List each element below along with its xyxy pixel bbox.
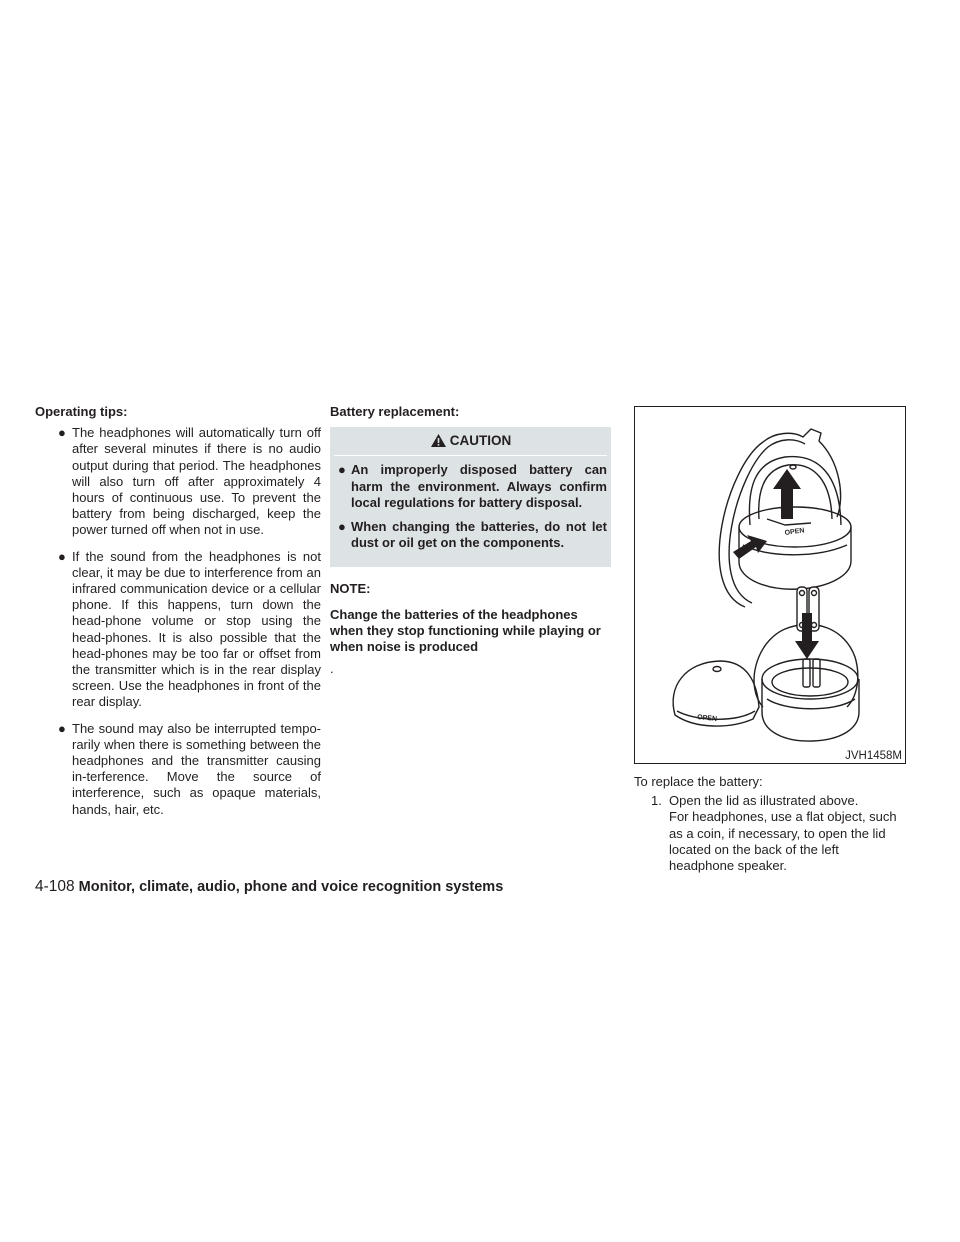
- replace-steps: [634, 793, 906, 874]
- note-text: Change the batteries of the headphones when they stop functioning while playing or when noise is produced: [330, 606, 601, 655]
- warning-triangle-icon: [430, 433, 447, 448]
- step-title: Open the lid as illustrated above.: [669, 793, 859, 809]
- bullet-icon: ●: [58, 720, 66, 736]
- note-title: NOTE:: [330, 581, 371, 597]
- list-item: [35, 721, 321, 818]
- caution-box: [330, 427, 611, 567]
- caution-header: [334, 427, 607, 456]
- lid-open-label-top: OPEN: [784, 527, 805, 537]
- operating-tips-list: [35, 425, 321, 818]
- list-item: [35, 549, 321, 711]
- operating-tip-text: The sound may also be interrupted tempo-rarily when there is something between the headphones and the transmitter causing in-terference. Move the source of interference, such as opaque materials, hands, hair, etc.: [72, 720, 321, 817]
- operating-tips-heading: Operating tips:: [35, 404, 128, 419]
- bullet-icon: ●: [338, 519, 346, 535]
- bullet-icon: ●: [338, 462, 346, 478]
- operating-tips-section: [35, 404, 321, 828]
- trailing-dot: .: [330, 661, 334, 677]
- list-item: [634, 793, 906, 874]
- list-item: [334, 462, 607, 511]
- page-footer: [35, 878, 503, 896]
- battery-replacement-heading: Battery replacement:: [330, 404, 460, 419]
- chapter-title: Monitor, climate, audio, phone and voice recognition systems: [78, 879, 504, 895]
- list-item: [334, 519, 607, 551]
- battery-replacement-figure: [634, 406, 906, 764]
- replace-intro: To replace the battery:: [634, 774, 763, 789]
- step-number: 1.: [651, 793, 662, 809]
- bullet-icon: ●: [58, 548, 66, 564]
- list-item: [35, 425, 321, 538]
- headphone-lid-illustration: [635, 407, 905, 763]
- caution-text: When changing the batteries, do not let dust or oil get on the components.: [351, 519, 607, 551]
- bullet-icon: ●: [58, 425, 66, 441]
- caution-title: CAUTION: [449, 433, 512, 449]
- battery-replacement-section: [330, 404, 611, 677]
- operating-tip-text: The headphones will automatically turn off after several minutes if there is no audio output during that period. The headphones will also turn off after approximately 4 hours of continuous use. To prevent the battery from being discharged, keep the power turned off when not in use.: [72, 425, 321, 538]
- step-detail: For headphones, use a flat object, such as a coin, if necessary, to open the lid located on the back of the left headphone speaker.: [669, 809, 897, 874]
- replace-battery-section: [634, 774, 906, 874]
- figure-code: JVH1458M: [842, 749, 905, 763]
- caution-list: [334, 456, 607, 551]
- operating-tip-text: If the sound from the headphones is not clear, it may be due to interference from an infrared communication device or a cellular phone. If this happens, turn down the head-phone volume or stop using the head-phones. It is also possible that the head-phones may be too far or offset from the transmitter which is in the rear display screen. Use the headphones in front of the rear display.: [72, 548, 321, 710]
- lid-open-label-bottom: OPEN: [696, 714, 718, 724]
- caution-text: An improperly disposed battery can harm the environment. Always confirm local regulations for battery disposal.: [351, 462, 607, 510]
- page-number: 4-108: [35, 878, 75, 895]
